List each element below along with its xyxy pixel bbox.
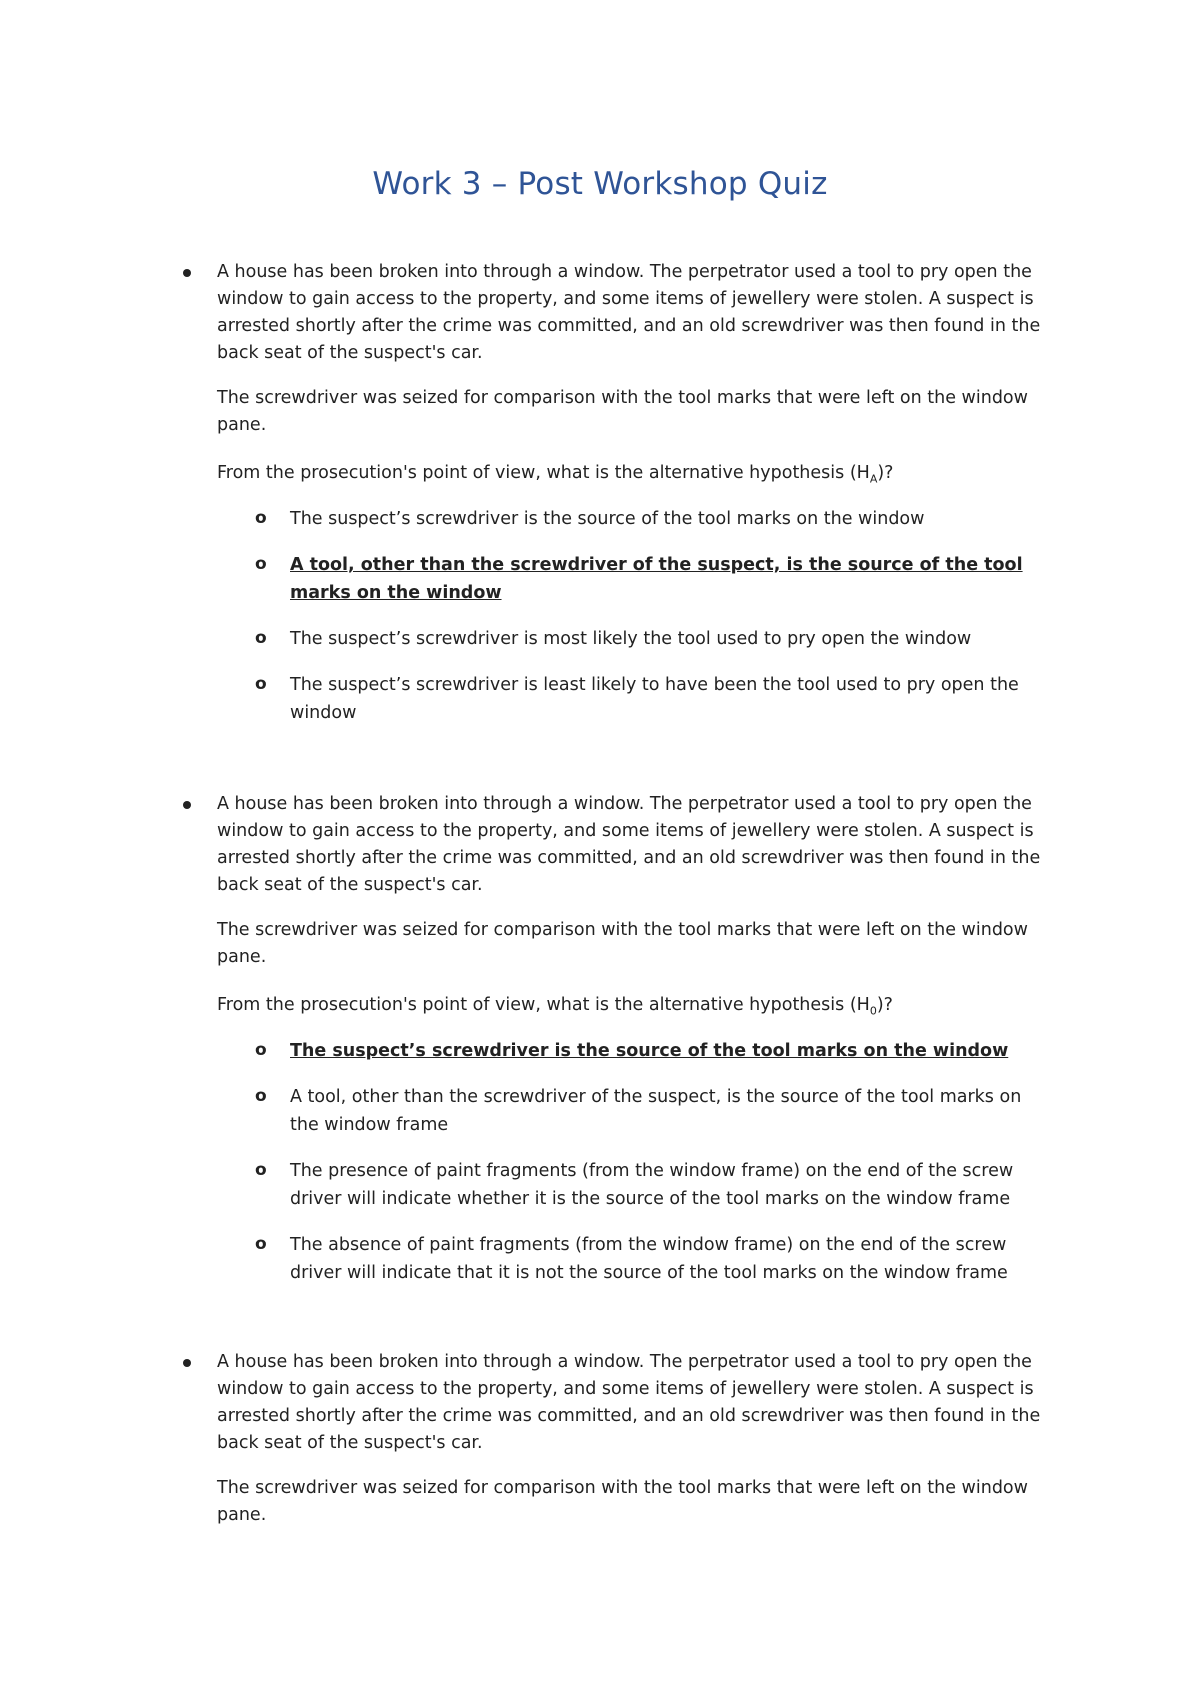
option-text: The suspect’s screwdriver is the source of the tool marks on the window [290,509,925,529]
bullet-icon [183,1359,191,1367]
question-prompt: From the prosecution's point of view, what is the alternative hypothesis $(H_A)$? [217,463,894,486]
option-marker-icon: o [255,674,267,694]
question-detail: The screwdriver was seized for comparison with the tool marks that were left on the window pane. [217,920,1028,967]
option-text: The suspect’s screwdriver is most likely the tool used to pry open the window [290,629,972,649]
option-marker-icon: o [255,1086,267,1106]
option-text: A tool, other than the screwdriver of the suspect, is the source of the tool marks on the window [290,555,1023,603]
option-text: The suspect’s screwdriver is least likely to have been the tool used to pry open the window [290,675,1019,723]
option-marker-icon: o [255,1160,267,1180]
option-text: The absence of paint fragments (from the window frame) on the end of the screw driver will indicate that it is not the source of the tool marks on the window frame [290,1235,1008,1283]
option-marker-icon: o [255,1040,267,1060]
question-scenario: A house has been broken into through a window. The perpetrator used a tool to pry open the window to gain access to the property, and some items of jewellery were stolen. A suspect is arrested shortly after the crime was committed, and an old screwdriver was then found in the back seat of the suspect's car. [217,262,1041,363]
option-marker-icon: o [255,508,267,528]
question-prompt: From the prosecution's point of view, what is the alternative hypothesis $(H_0)$? [217,995,893,1018]
question-scenario: A house has been broken into through a window. The perpetrator used a tool to pry open the window to gain access to the property, and some items of jewellery were stolen. A suspect is arrested shortly after the crime was committed, and an old screwdriver was then found in the back seat of the suspect's car. [217,1352,1041,1453]
option-text: The suspect’s screwdriver is the source of the tool marks on the window [290,1041,1009,1061]
option-marker-icon: o [255,554,267,574]
question-detail: The screwdriver was seized for comparison with the tool marks that were left on the window pane. [217,1478,1028,1525]
bullet-icon [183,269,191,277]
bullet-icon [183,801,191,809]
question-scenario: A house has been broken into through a window. The perpetrator used a tool to pry open the window to gain access to the property, and some items of jewellery were stolen. A suspect is arrested shortly after the crime was committed, and an old screwdriver was then found in the back seat of the suspect's car. [217,794,1041,895]
option-text: The presence of paint fragments (from the window frame) on the end of the screw driver will indicate whether it is the source of the tool marks on the window frame [290,1161,1014,1209]
page-title: Work 3 – Post Workshop Quiz [372,166,828,202]
question-detail: The screwdriver was seized for comparison with the tool marks that were left on the window pane. [217,388,1028,435]
option-text: A tool, other than the screwdriver of the suspect, is the source of the tool marks on the window frame [290,1087,1022,1135]
option-marker-icon: o [255,628,267,648]
option-marker-icon: o [255,1234,267,1254]
